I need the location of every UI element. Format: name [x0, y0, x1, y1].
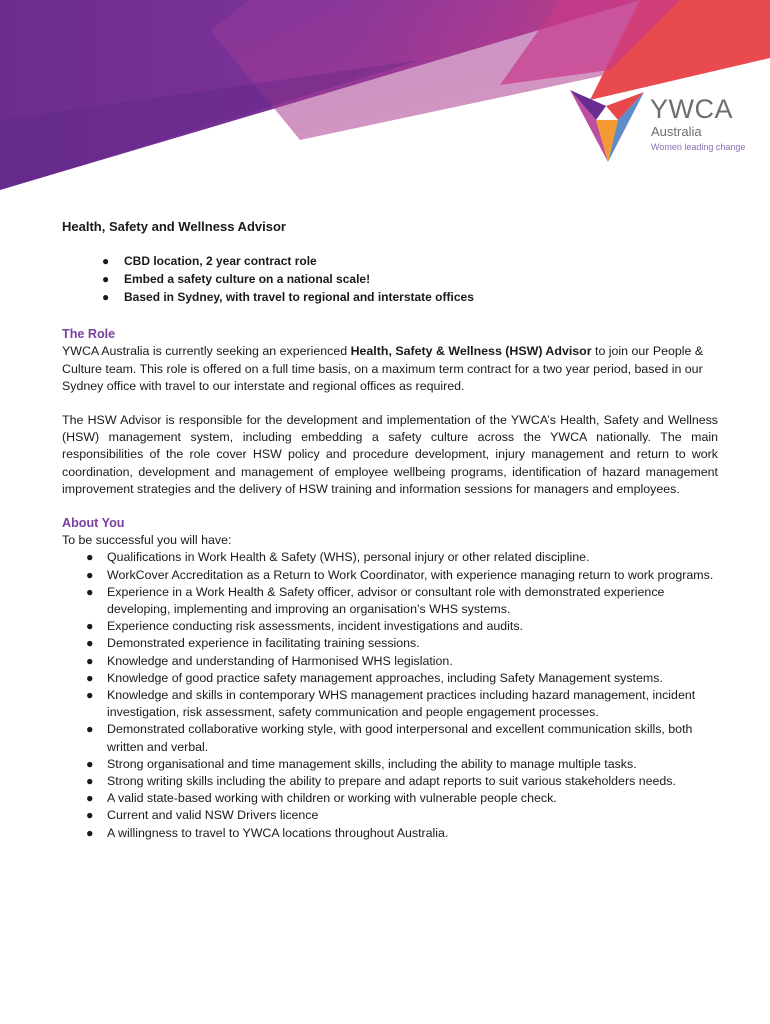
bullet-icon: ●	[102, 272, 110, 287]
list-item: ● Knowledge and skills in contemporary WHS management practices including hazard management, incident investigation, risk assessment, safety communication and people engagement processes.	[86, 688, 696, 720]
bullet-icon: ●	[86, 567, 94, 582]
job-title: Health, Safety and Wellness Advisor	[62, 219, 286, 234]
list-item: ● Experience conducting risk assessments, incident investigations and audits.	[62, 618, 718, 635]
bullet-icon: ●	[86, 756, 94, 771]
logo-name: YWCA	[650, 94, 733, 124]
list-item: ● Embed a safety culture on a national scale!	[62, 271, 718, 289]
bullet-icon: ●	[86, 722, 94, 737]
list-item: ● Strong organisational and time management skills, including the ability to manage multiple tasks.	[62, 756, 718, 773]
bullet-icon: ●	[86, 636, 94, 651]
bullet-icon: ●	[86, 825, 94, 840]
ywca-triangle-icon	[568, 86, 646, 164]
bullet-icon: ●	[86, 670, 94, 685]
about-heading: About You	[62, 516, 125, 531]
list-item: ● Qualifications in Work Health & Safety (WHS), personal injury or other related discipline.	[62, 549, 718, 566]
list-item: ● A willingness to travel to YWCA locations throughout Australia.	[62, 825, 718, 842]
role-paragraph-1: YWCA Australia is currently seeking an experienced Health, Safety & Wellness (HSW) Advisor to join our People & Culture team. This role is offered on a full time basis, on a maximum term contract for a two year period, based in our Sydney office with travel to our interstate and regional offices as required.	[62, 344, 704, 393]
bullet-icon: ●	[86, 774, 94, 789]
bullet-icon: ●	[86, 791, 94, 806]
list-item: ● Strong writing skills including the ability to prepare and adapt reports to suit various stakeholders needs.	[62, 773, 718, 790]
list-item: ● CBD location, 2 year contract role	[62, 253, 718, 271]
bullet-icon: ●	[86, 808, 94, 823]
job-highlights	[62, 253, 718, 307]
list-item: ● Demonstrated collaborative working style, with good interpersonal and excellent communication skills, both written and verbal.	[86, 722, 693, 754]
bullet-icon: ●	[86, 688, 94, 703]
ywca-logo	[568, 86, 748, 166]
logo-country: Australia	[651, 124, 702, 139]
list-item: ● Demonstrated experience in facilitating training sessions.	[62, 635, 718, 652]
role-paragraph-2: The HSW Advisor is responsible for the development and implementation of the YWCA’s Health, Safety and Wellness (HSW) management system, including embedding a safety culture across the YWCA nationally. The main responsibilities of the role cover HSW policy and procedure development, injury management and return to work coordination, development and management of employee wellbeing programs, identification of hazard management improvement strategies and the delivery of HSW training and information sessions for managers and employees.	[62, 413, 718, 496]
role-heading: The Role	[62, 327, 116, 342]
list-item: ● Based in Sydney, with travel to regional and interstate offices	[62, 289, 718, 307]
bullet-icon: ●	[102, 290, 110, 305]
requirements-list	[62, 549, 718, 841]
list-item: ● Knowledge of good practice safety management approaches, including Safety Management systems.	[62, 670, 718, 687]
list-item: ● Experience in a Work Health & Safety officer, advisor or consultant role with demonstrated experience developing, implementing and improving an organisation’s WHS systems.	[86, 584, 665, 617]
list-item: ● A valid state-based working with children or working with vulnerable people check.	[62, 790, 718, 807]
list-item: ● Knowledge and understanding of Harmonised WHS legislation.	[62, 653, 718, 670]
job-ad-content	[62, 218, 718, 842]
bullet-icon: ●	[86, 653, 94, 668]
bullet-icon: ●	[86, 619, 94, 634]
about-intro: To be successful you will have:	[62, 533, 232, 548]
bullet-icon: ●	[86, 550, 94, 565]
list-item: ● Current and valid NSW Drivers licence	[62, 807, 718, 824]
bullet-icon: ●	[102, 254, 110, 269]
bullet-icon: ●	[86, 584, 94, 599]
list-item: ● WorkCover Accreditation as a Return to Work Coordinator, with experience managing return to work programs.	[62, 567, 718, 584]
logo-tagline: Women leading change	[651, 142, 746, 152]
